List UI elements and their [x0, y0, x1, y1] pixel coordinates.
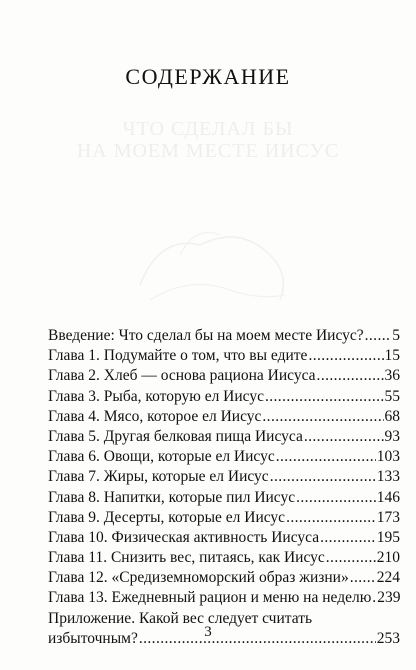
page-number: 3	[204, 624, 212, 640]
toc-entry-page: 5	[392, 327, 400, 344]
toc-entry-label: Глава 9. Десерты, которые ел Иисус	[48, 508, 286, 526]
toc-entry-page: 224	[376, 569, 400, 587]
toc-appendix-label-cont: избыточным?	[48, 629, 138, 647]
dot-leader	[317, 366, 384, 386]
toc-entry-label: Глава 3. Рыба, которую ел Иисус	[48, 387, 264, 405]
dot-leader	[304, 427, 384, 447]
toc-entry-page: 133	[376, 468, 400, 486]
dot-leader	[270, 467, 376, 487]
toc-entry-label: Глава 5. Другая белковая пища Иисуса	[48, 427, 303, 445]
toc-entry-label: Глава 2. Хлеб — основа рациона Иисуса	[48, 367, 316, 385]
toc-entry	[48, 488, 400, 508]
toc-entry	[48, 427, 400, 447]
page-title: СОДЕРЖАНИЕ	[125, 64, 291, 89]
dot-leader	[365, 326, 392, 346]
toc-entry-page: 239	[377, 589, 401, 607]
toc-entry-page: 146	[376, 488, 400, 506]
toc-entry	[48, 366, 400, 386]
toc-entry-page: 15	[384, 347, 400, 365]
dot-leader	[296, 488, 376, 508]
toc-entry-page: 68	[384, 407, 400, 425]
toc-entry	[48, 326, 400, 346]
toc-entry	[48, 588, 400, 608]
toc-entry	[48, 568, 400, 588]
dot-leader	[372, 588, 376, 608]
toc-entry	[48, 528, 400, 548]
toc-entry	[48, 346, 400, 366]
toc-appendix-page: 253	[376, 629, 400, 647]
toc-entry-label: Глава 13. Ежедневный рацион и меню на неделю	[48, 589, 372, 607]
toc-entry	[48, 508, 400, 528]
toc-entry	[48, 387, 400, 407]
dot-leader	[350, 568, 376, 588]
bleed-through-illustration	[120, 205, 300, 315]
toc-entry-page: 36	[384, 367, 400, 385]
toc-entry-label: Глава 12. «Средиземноморский образ жизни»	[48, 569, 349, 587]
toc-entry-page: 93	[384, 427, 400, 445]
dot-leader	[320, 528, 376, 548]
toc-entry-label: Глава 6. Овощи, которые ел Иисус	[48, 448, 275, 466]
toc-entry-page: 103	[376, 448, 400, 466]
toc-entry-label: Глава 10. Физическая активность Иисуса	[48, 528, 320, 546]
dot-leader	[265, 387, 384, 407]
bleed-through-text: НА МОЕМ МЕСТЕ ИИСУС	[76, 140, 340, 162]
toc-entry-label: Введение: Что сделал бы на моем месте Иисус?	[48, 327, 364, 344]
toc-entry-label: Глава 8. Напитки, которые пил Иисус	[48, 488, 296, 506]
dot-leader	[286, 508, 376, 528]
bleed-through-text: ЧТО СДЕЛАЛ БЫ	[122, 118, 294, 140]
toc-entry-label: Глава 7. Жиры, которые ел Иисус	[48, 468, 269, 486]
toc-entry	[48, 467, 400, 487]
toc-entry	[48, 548, 400, 568]
toc-entry-label: Глава 1. Подумайте о том, что вы едите	[48, 347, 308, 365]
toc-entry-page: 55	[384, 387, 400, 405]
dot-leader	[276, 447, 376, 467]
toc-entry	[48, 447, 400, 467]
toc-entry-page: 173	[376, 508, 400, 526]
toc-entry-page: 210	[376, 549, 400, 567]
toc-entry-page: 195	[376, 528, 400, 546]
table-of-contents	[48, 326, 400, 649]
toc-entry-label: Глава 11. Снизить вес, питаясь, как Иисус	[48, 549, 325, 567]
toc-entry	[48, 407, 400, 427]
dot-leader	[262, 407, 383, 427]
dot-leader	[326, 548, 376, 568]
toc-entry-label: Глава 4. Мясо, которое ел Иисус	[48, 407, 262, 425]
toc-appendix-label: Приложение. Какой вес следует считать	[48, 609, 313, 627]
dot-leader	[308, 346, 383, 366]
